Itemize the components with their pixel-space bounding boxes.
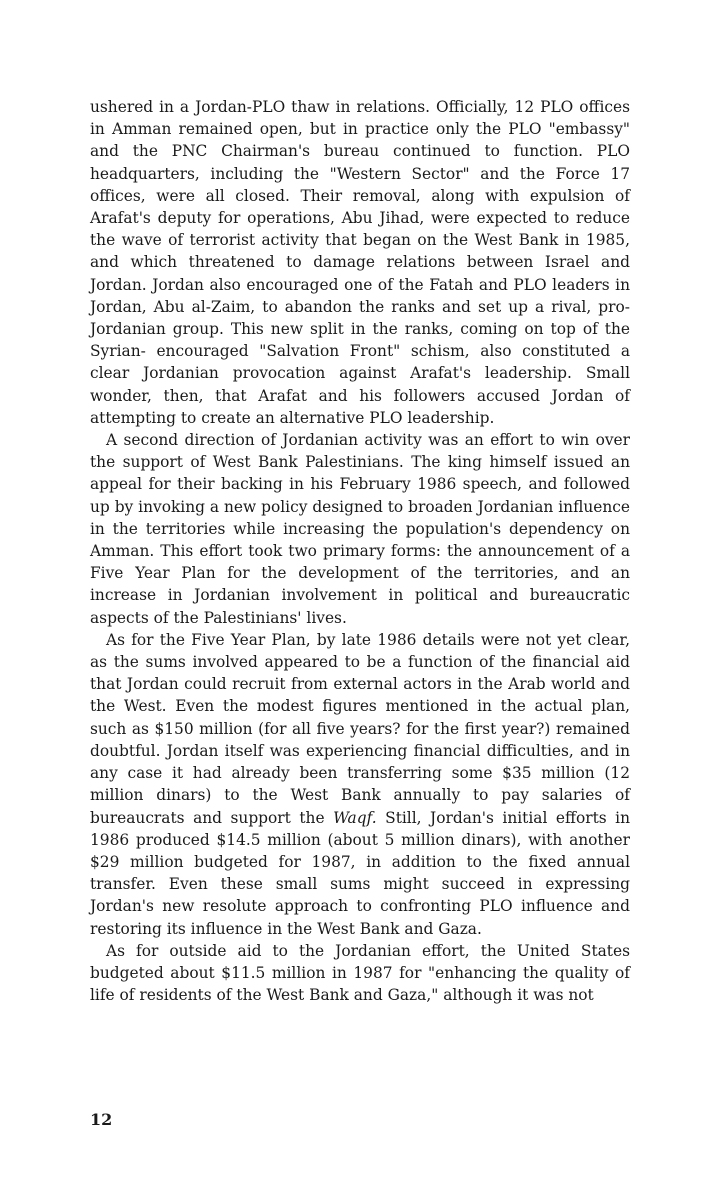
paragraph-4: As for outside aid to the Jordanian effort, the United States budgeted about $11.5 million in 1987 for "enhancing the quality of life of residents of the West Bank and Gaza," although it was not bbox=[90, 941, 630, 1005]
paragraph-3 bbox=[90, 629, 630, 940]
page-body bbox=[90, 96, 630, 1006]
paragraph-1: ushered in a Jordan-PLO thaw in relations. Officially, 12 PLO offices in Amman remained open, but in practice only the PLO "embassy" and the PNC Chairman's bureau continued to function. PLO headquarters, including the "Western Sector" and the Force 17 offices, were all closed. Their removal, along with expulsion of Arafat's deputy for operations, Abu Jihad, were expected to reduce the wave of terrorist activity that began on the West Bank in 1985, and which threatened to damage relations between Israel and Jordan. Jordan also encouraged one of the Fatah and PLO leaders in Jordan, Abu al-Zaim, to abandon the ranks and set up a rival, pro-Jordanian group. This new split in the ranks, coming on top of the Syrian- encouraged "Salvation Front" schism, also constituted a clear Jordanian provocation against Arafat's leadership. Small wonder, then, that Arafat and his followers accused Jordan of attempting to create an alternative PLO leadership. bbox=[90, 98, 630, 427]
paragraph-3-italic-term: Waqf. bbox=[333, 808, 377, 827]
page-number: 12 bbox=[90, 1110, 113, 1129]
paragraph-3-text-before: As for the Five Year Plan, by late 1986 details were not yet clear, as the sums involved appeared to be a function of the financial aid that Jordan could recruit from external actors in the Arab world and the West. Even the modest figures mentioned in the actual plan, such as $150 million (for all five years? for the first year?) remained doubtful. Jordan itself was experiencing financial difficulties, and in any case it had already been transferring some $35 million (12 million dinars) to the West Bank annually to pay salaries of bureaucrats and support the bbox=[90, 630, 630, 827]
paragraph-2: A second direction of Jordanian activity was an effort to win over the support of West Bank Palestinians. The king himself issued an appeal for their backing in his February 1986 speech, and followed up by invoking a new policy designed to broaden Jordanian influence in the territories while increasing the population's dependency on Amman. This effort took two primary forms: the announcement of a Five Year Plan for the development of the territories, and an increase in Jordanian involvement in political and bureaucratic aspects of the Palestinians' lives. bbox=[90, 431, 630, 627]
paragraph-3-text-after: Still, Jordan's initial efforts in 1986 produced $14.5 million (about 5 million dinars), with another $29 million budgeted for 1987, in addition to the fixed annual transfer. Even these small sums might succeed in expressing Jordan's new resolute approach to confronting PLO influence and restoring its influence in the West Bank and Gaza. bbox=[90, 808, 630, 938]
